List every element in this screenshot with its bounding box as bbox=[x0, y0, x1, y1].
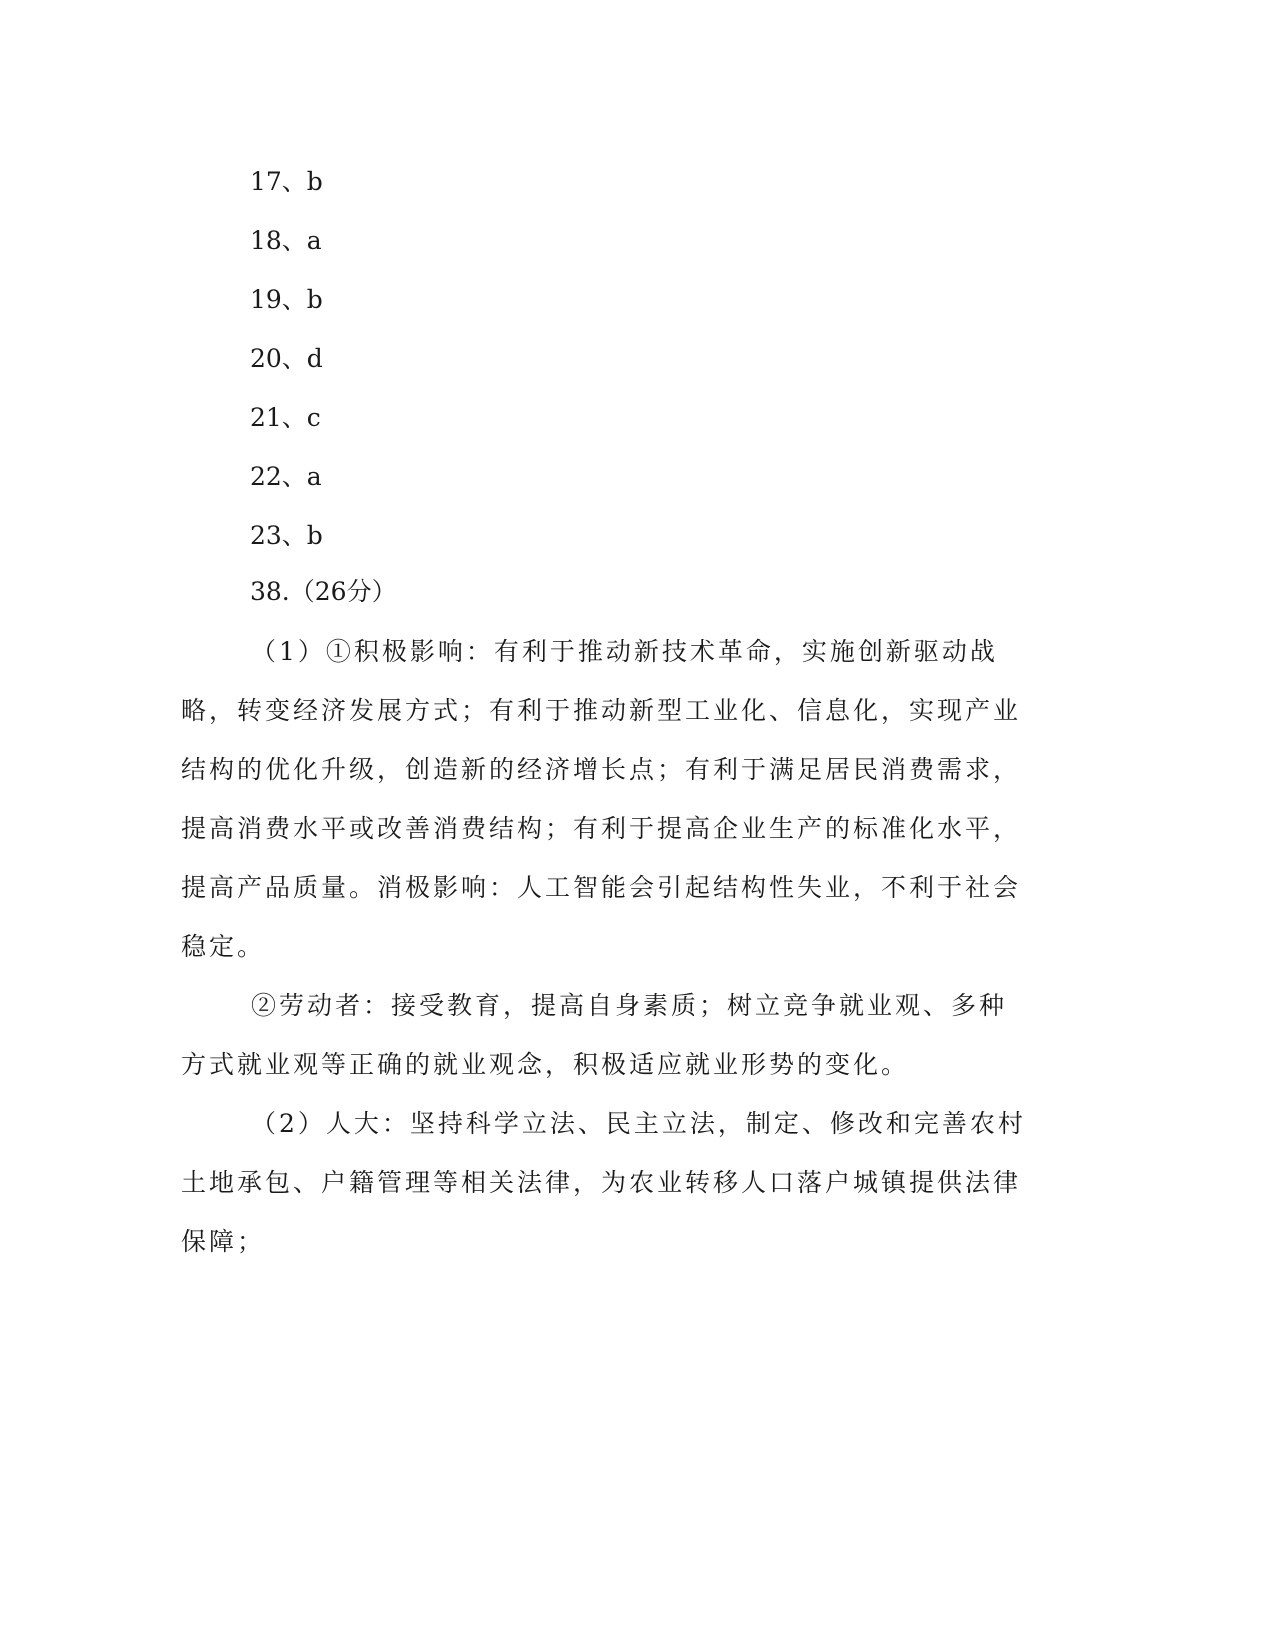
answer-item: 21、c bbox=[250, 403, 321, 432]
answer-item: 23、b bbox=[250, 521, 323, 550]
answer-paragraph-1: （1）①积极影响：有利于推动新技术革命，实施创新驱动战略，转变经济发展方式；有利于推动新型工业化、信息化，实现产业结构的优化升级，创造新的经济增长点；有利于满足居民消费需求，提高消费水平或改善消费结构；有利于提高企业生产的标准化水平，提高产品质量。消极影响：人工智能会引起结构性失业，不利于社会稳定。 bbox=[181, 637, 1022, 961]
answer-item: 18、a bbox=[250, 226, 322, 255]
answer-item: 20、d bbox=[250, 344, 323, 373]
answer-list bbox=[250, 162, 323, 575]
answer-paragraph-2: ②劳动者：接受教育，提高自身素质；树立竞争就业观、多种方式就业观等正确的就业观念，积极适应就业形势的变化。 bbox=[181, 991, 1008, 1079]
answer-item: 19、b bbox=[250, 285, 323, 314]
answer-paragraph-3: （2）人大：坚持科学立法、民主立法，制定、修改和完善农村土地承包、户籍管理等相关法律，为农业转移人口落户城镇提供法律保障； bbox=[181, 1109, 1026, 1256]
answer-item: 22、a bbox=[250, 462, 322, 491]
question-heading: 38.（26分） bbox=[250, 577, 397, 606]
answer-item: 17、b bbox=[250, 167, 323, 196]
